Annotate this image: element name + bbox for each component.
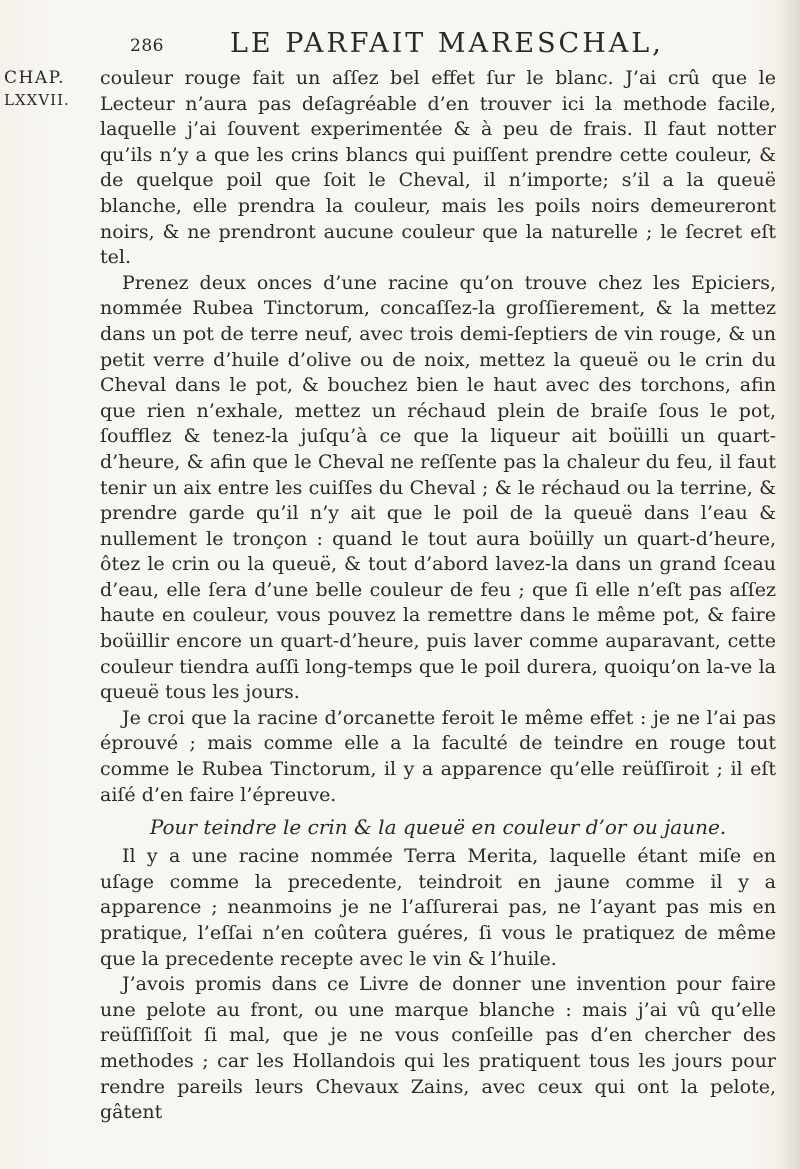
chapter-label: CHAP. — [4, 68, 66, 88]
running-head: LE PARFAIT MARESCHAL, — [230, 28, 664, 59]
page-header — [130, 26, 690, 66]
paragraph-terra-merita: Il y a une racine nommée Terra Merita, laquelle étant miſe en uſage comme la precedente, teindroit en jaune comme il y a apparence ; neanmoins je ne l’aſſurerai pas, ne l’ayant pas mis en pratique, l’eſſai n’en coûtera guéres, ſi vous le pratiquez de même que la precedente recepte avec le vin & l’huile. — [100, 845, 776, 970]
page-edge-shadow — [778, 0, 800, 1169]
paragraph-pelote: J’avois promis dans ce Livre de donner une invention pour faire une pelote au front, ou une marque blanche : mais j’ai vû qu’elle reüſſiſſoit ſi mal, que je ne vous conſeille pas d’en chercher des methodes ; car les Hollandois qui les pratiquent tous les jours pour rendre pareils leurs Chevaux Zains, avec ceux qui ont la pelote, gâtent — [100, 973, 776, 1124]
chapter-number: LXXVII. — [4, 91, 70, 109]
paragraph-recipe: Prenez deux onces d’une racine qu’on trouve chez les Epiciers, nommée Rubea Tinctorum, concaſſez-la groſſierement, & la mettez dans un pot de terre neuf, avec trois demi-ſeptiers de vin rouge, & un petit verre d’huile d’olive ou de noix, mettez la queuë ou le crin du Cheval dans le pot, & bouchez bien le haut avec des torchons, afin que rien n’exhale, mettez un réchaud plein de braiſe ſous le pot, ſoufflez & tenez-la juſqu’à ce que la liqueur ait boüilli un quart-d’heure, & afin que le Cheval ne reſſente pas la chaleur du feu, il faut tenir un aix entre les cuiſſes du Cheval ; & le réchaud ou la terrine, & prendre garde qu’il n’y ait que le poil de la queuë dans l’eau & nullement le tronçon : quand le tout aura boüilly un quart-d’heure, ôtez le crin ou la queuë, & tout d’abord lavez-la dans un grand ſceau d’eau, elle ſera d’une belle couleur de feu ; que ſi elle n’eſt pas aſſez haute en couleur, vous pouvez la remettre dans le même pot, & faire boüillir encore un quart-d’heure, puis laver comme auparavant, cette couleur tiendra auſſi long-temps que le poil durera, quoiqu’on la-ve la queuë tous les jours. — [100, 271, 776, 704]
paragraph-continued: couleur rouge fait un aſſez bel effet ſur le blanc. J’ai crû que le Lecteur n’aura pas deſagréable d’en trouver ici la methode facile, laquelle j’ai ſouvent experimentée & à peu de frais. Il faut notter qu’ils n’y a que les crins blancs qui puiſſent prendre cette couleur, & de quelque poil que ſoit le Cheval, il n’importe; s’il a la queuë blanche, elle prendra la couleur, mais les poils noirs demeureront noirs, & ne prendront aucune couleur que la naturelle ; le ſecret eſt tel. — [100, 67, 776, 269]
section-title: Pour teindre le crin & la queuë en couleur d’or ou jaune. — [149, 815, 727, 840]
chapter-margin-note — [4, 67, 94, 111]
body-text — [100, 66, 776, 1126]
paragraph-orcanette: Je croi que la racine d’orcanette feroit le même effet : je ne l’ai pas éprouvé ; mais comme elle a la faculté de teindre en rouge tout comme le Rubea Tinctorum, il y a apparence qu’elle reüſſiroit ; il eſt aiſé d’en faire l’épreuve. — [100, 706, 776, 806]
page-number: 286 — [130, 36, 164, 56]
